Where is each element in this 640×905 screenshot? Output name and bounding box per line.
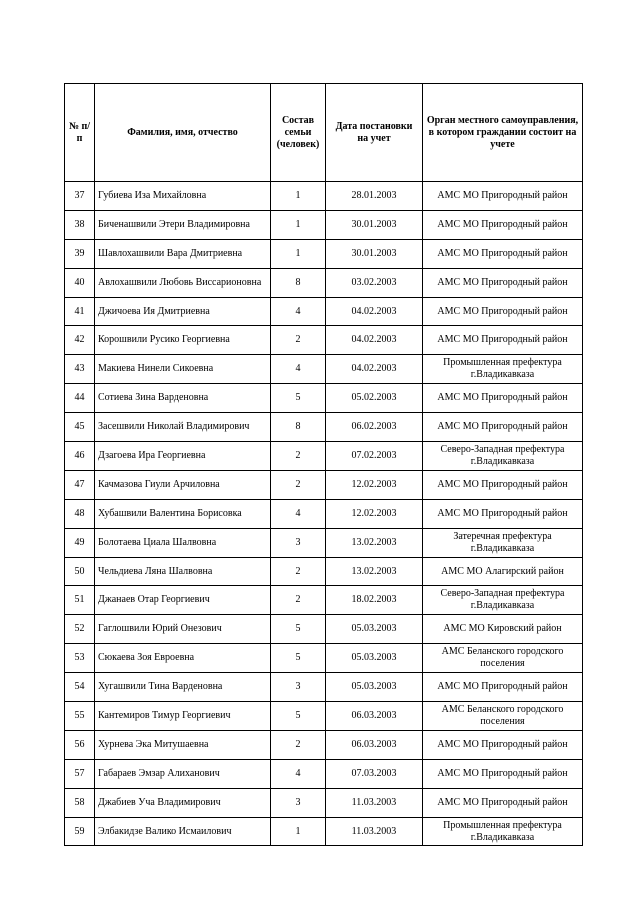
cell-date: 30.01.2003 [326,210,423,239]
header-date: Дата постановки на учет [326,84,423,182]
cell-organization: АМС МО Пригородный район [423,470,583,499]
table-row [65,499,583,528]
cell-name: Сюкаева Зоя Евроевна [95,644,271,673]
cell-name: Дзагоева Ира Георгиевна [95,442,271,471]
header-num: № п/п [65,84,95,182]
cell-family-size: 3 [271,788,326,817]
cell-name: Чельдиева Ляна Шалвовна [95,557,271,586]
cell-date: 07.03.2003 [326,759,423,788]
cell-num: 46 [65,442,95,471]
cell-organization: АМС МО Пригородный район [423,788,583,817]
cell-organization: АМС МО Пригородный район [423,384,583,413]
cell-family-size: 4 [271,355,326,384]
cell-organization: АМС МО Пригородный район [423,326,583,355]
cell-family-size: 1 [271,817,326,846]
cell-num: 39 [65,239,95,268]
cell-num: 56 [65,730,95,759]
cell-family-size: 4 [271,297,326,326]
cell-family-size: 1 [271,210,326,239]
cell-num: 45 [65,413,95,442]
cell-organization: Затеречная префектура г.Владикавказа [423,528,583,557]
cell-organization: АМС МО Пригородный район [423,297,583,326]
cell-num: 37 [65,182,95,211]
cell-name: Качмазова Гиули Арчиловна [95,470,271,499]
registry-table [64,83,583,846]
header-name: Фамилия, имя, отчество [95,84,271,182]
cell-date: 06.03.2003 [326,702,423,731]
cell-num: 55 [65,702,95,731]
cell-family-size: 2 [271,730,326,759]
cell-date: 18.02.2003 [326,586,423,615]
cell-num: 41 [65,297,95,326]
header-family: Состав семьи (человек) [271,84,326,182]
table-row [65,210,583,239]
cell-num: 54 [65,673,95,702]
cell-organization: АМС МО Алагирский район [423,557,583,586]
cell-name: Джабиев Уча Владимирович [95,788,271,817]
table-row [65,586,583,615]
cell-name: Габараев Эмзар Алиханович [95,759,271,788]
cell-num: 51 [65,586,95,615]
cell-organization: АМС МО Пригородный район [423,673,583,702]
cell-family-size: 2 [271,470,326,499]
cell-date: 30.01.2003 [326,239,423,268]
cell-organization: АМС Беланского городского поселения [423,702,583,731]
cell-name: Кантемиров Тимур Георгиевич [95,702,271,731]
cell-organization: АМС МО Пригородный район [423,499,583,528]
cell-num: 49 [65,528,95,557]
cell-date: 04.02.2003 [326,355,423,384]
cell-num: 40 [65,268,95,297]
table-row [65,615,583,644]
table-row [65,182,583,211]
cell-date: 11.03.2003 [326,817,423,846]
cell-organization: Северо-Западная префектура г.Владикавказа [423,586,583,615]
table-row [65,355,583,384]
cell-date: 12.02.2003 [326,470,423,499]
cell-organization: АМС МО Пригородный район [423,268,583,297]
cell-date: 06.03.2003 [326,730,423,759]
cell-date: 13.02.2003 [326,557,423,586]
cell-num: 48 [65,499,95,528]
cell-date: 28.01.2003 [326,182,423,211]
cell-name: Макиева Нинели Сикоевна [95,355,271,384]
cell-num: 50 [65,557,95,586]
cell-name: Хубашвили Валентина Борисовка [95,499,271,528]
cell-date: 04.02.2003 [326,326,423,355]
cell-date: 11.03.2003 [326,788,423,817]
cell-family-size: 5 [271,644,326,673]
cell-date: 07.02.2003 [326,442,423,471]
cell-organization: АМС МО Пригородный район [423,182,583,211]
cell-organization: АМС МО Пригородный район [423,210,583,239]
cell-family-size: 5 [271,384,326,413]
table-body [65,182,583,846]
cell-name: Хурнева Эка Митушаевна [95,730,271,759]
cell-name: Элбакидзе Валико Исмаилович [95,817,271,846]
cell-num: 58 [65,788,95,817]
cell-family-size: 1 [271,182,326,211]
cell-organization: АМС МО Пригородный район [423,413,583,442]
cell-name: Авлохашвили Любовь Виссарионовна [95,268,271,297]
cell-date: 05.03.2003 [326,673,423,702]
cell-organization: АМС МО Кировский район [423,615,583,644]
cell-name: Джанаев Отар Георгиевич [95,586,271,615]
cell-date: 04.02.2003 [326,297,423,326]
cell-num: 53 [65,644,95,673]
cell-num: 57 [65,759,95,788]
header-row [65,84,583,182]
cell-organization: АМС МО Пригородный район [423,759,583,788]
table-row [65,239,583,268]
table-row [65,817,583,846]
cell-date: 05.03.2003 [326,615,423,644]
cell-num: 59 [65,817,95,846]
table-row [65,384,583,413]
cell-name: Губиева Иза Михайловна [95,182,271,211]
cell-num: 52 [65,615,95,644]
cell-date: 12.02.2003 [326,499,423,528]
cell-date: 13.02.2003 [326,528,423,557]
cell-date: 05.03.2003 [326,644,423,673]
cell-name: Сотиева Зина Варденовна [95,384,271,413]
table-row [65,442,583,471]
cell-organization: АМС МО Пригородный район [423,239,583,268]
cell-family-size: 8 [271,413,326,442]
cell-family-size: 5 [271,615,326,644]
cell-family-size: 1 [271,239,326,268]
cell-name: Болотаева Циала Шалвовна [95,528,271,557]
cell-organization: АМС МО Пригородный район [423,730,583,759]
cell-family-size: 8 [271,268,326,297]
cell-family-size: 2 [271,586,326,615]
cell-family-size: 2 [271,557,326,586]
table-row [65,730,583,759]
cell-num: 44 [65,384,95,413]
cell-organization: Промышленная префектура г.Владикавказа [423,355,583,384]
table-row [65,470,583,499]
cell-organization: Промышленная префектура г.Владикавказа [423,817,583,846]
table-row [65,788,583,817]
cell-name: Гаглошвили Юрий Онезович [95,615,271,644]
cell-organization: АМС Беланского городского поселения [423,644,583,673]
cell-name: Корошвили Русико Георгиевна [95,326,271,355]
table-row [65,268,583,297]
cell-family-size: 2 [271,442,326,471]
table-row [65,413,583,442]
cell-family-size: 3 [271,673,326,702]
cell-name: Хугашвили Тина Варденовна [95,673,271,702]
table-row [65,759,583,788]
cell-name: Засешвили Николай Владимирович [95,413,271,442]
table-row [65,528,583,557]
cell-name: Шавлохашвили Вара Дмитриевна [95,239,271,268]
cell-date: 06.02.2003 [326,413,423,442]
cell-num: 38 [65,210,95,239]
cell-num: 47 [65,470,95,499]
cell-name: Джичоева Ия Дмитриевна [95,297,271,326]
cell-family-size: 2 [271,326,326,355]
header-org: Орган местного самоуправления, в котором граждании состоит на учете [423,84,583,182]
table-row [65,702,583,731]
cell-family-size: 4 [271,759,326,788]
cell-family-size: 4 [271,499,326,528]
cell-date: 03.02.2003 [326,268,423,297]
cell-date: 05.02.2003 [326,384,423,413]
cell-family-size: 5 [271,702,326,731]
cell-organization: Северо-Западная префектура г.Владикавказа [423,442,583,471]
cell-num: 43 [65,355,95,384]
cell-num: 42 [65,326,95,355]
table-row [65,326,583,355]
table-row [65,297,583,326]
table-row [65,557,583,586]
table-row [65,644,583,673]
table-row [65,673,583,702]
cell-name: Биченашвили Этери Владимировна [95,210,271,239]
cell-family-size: 3 [271,528,326,557]
